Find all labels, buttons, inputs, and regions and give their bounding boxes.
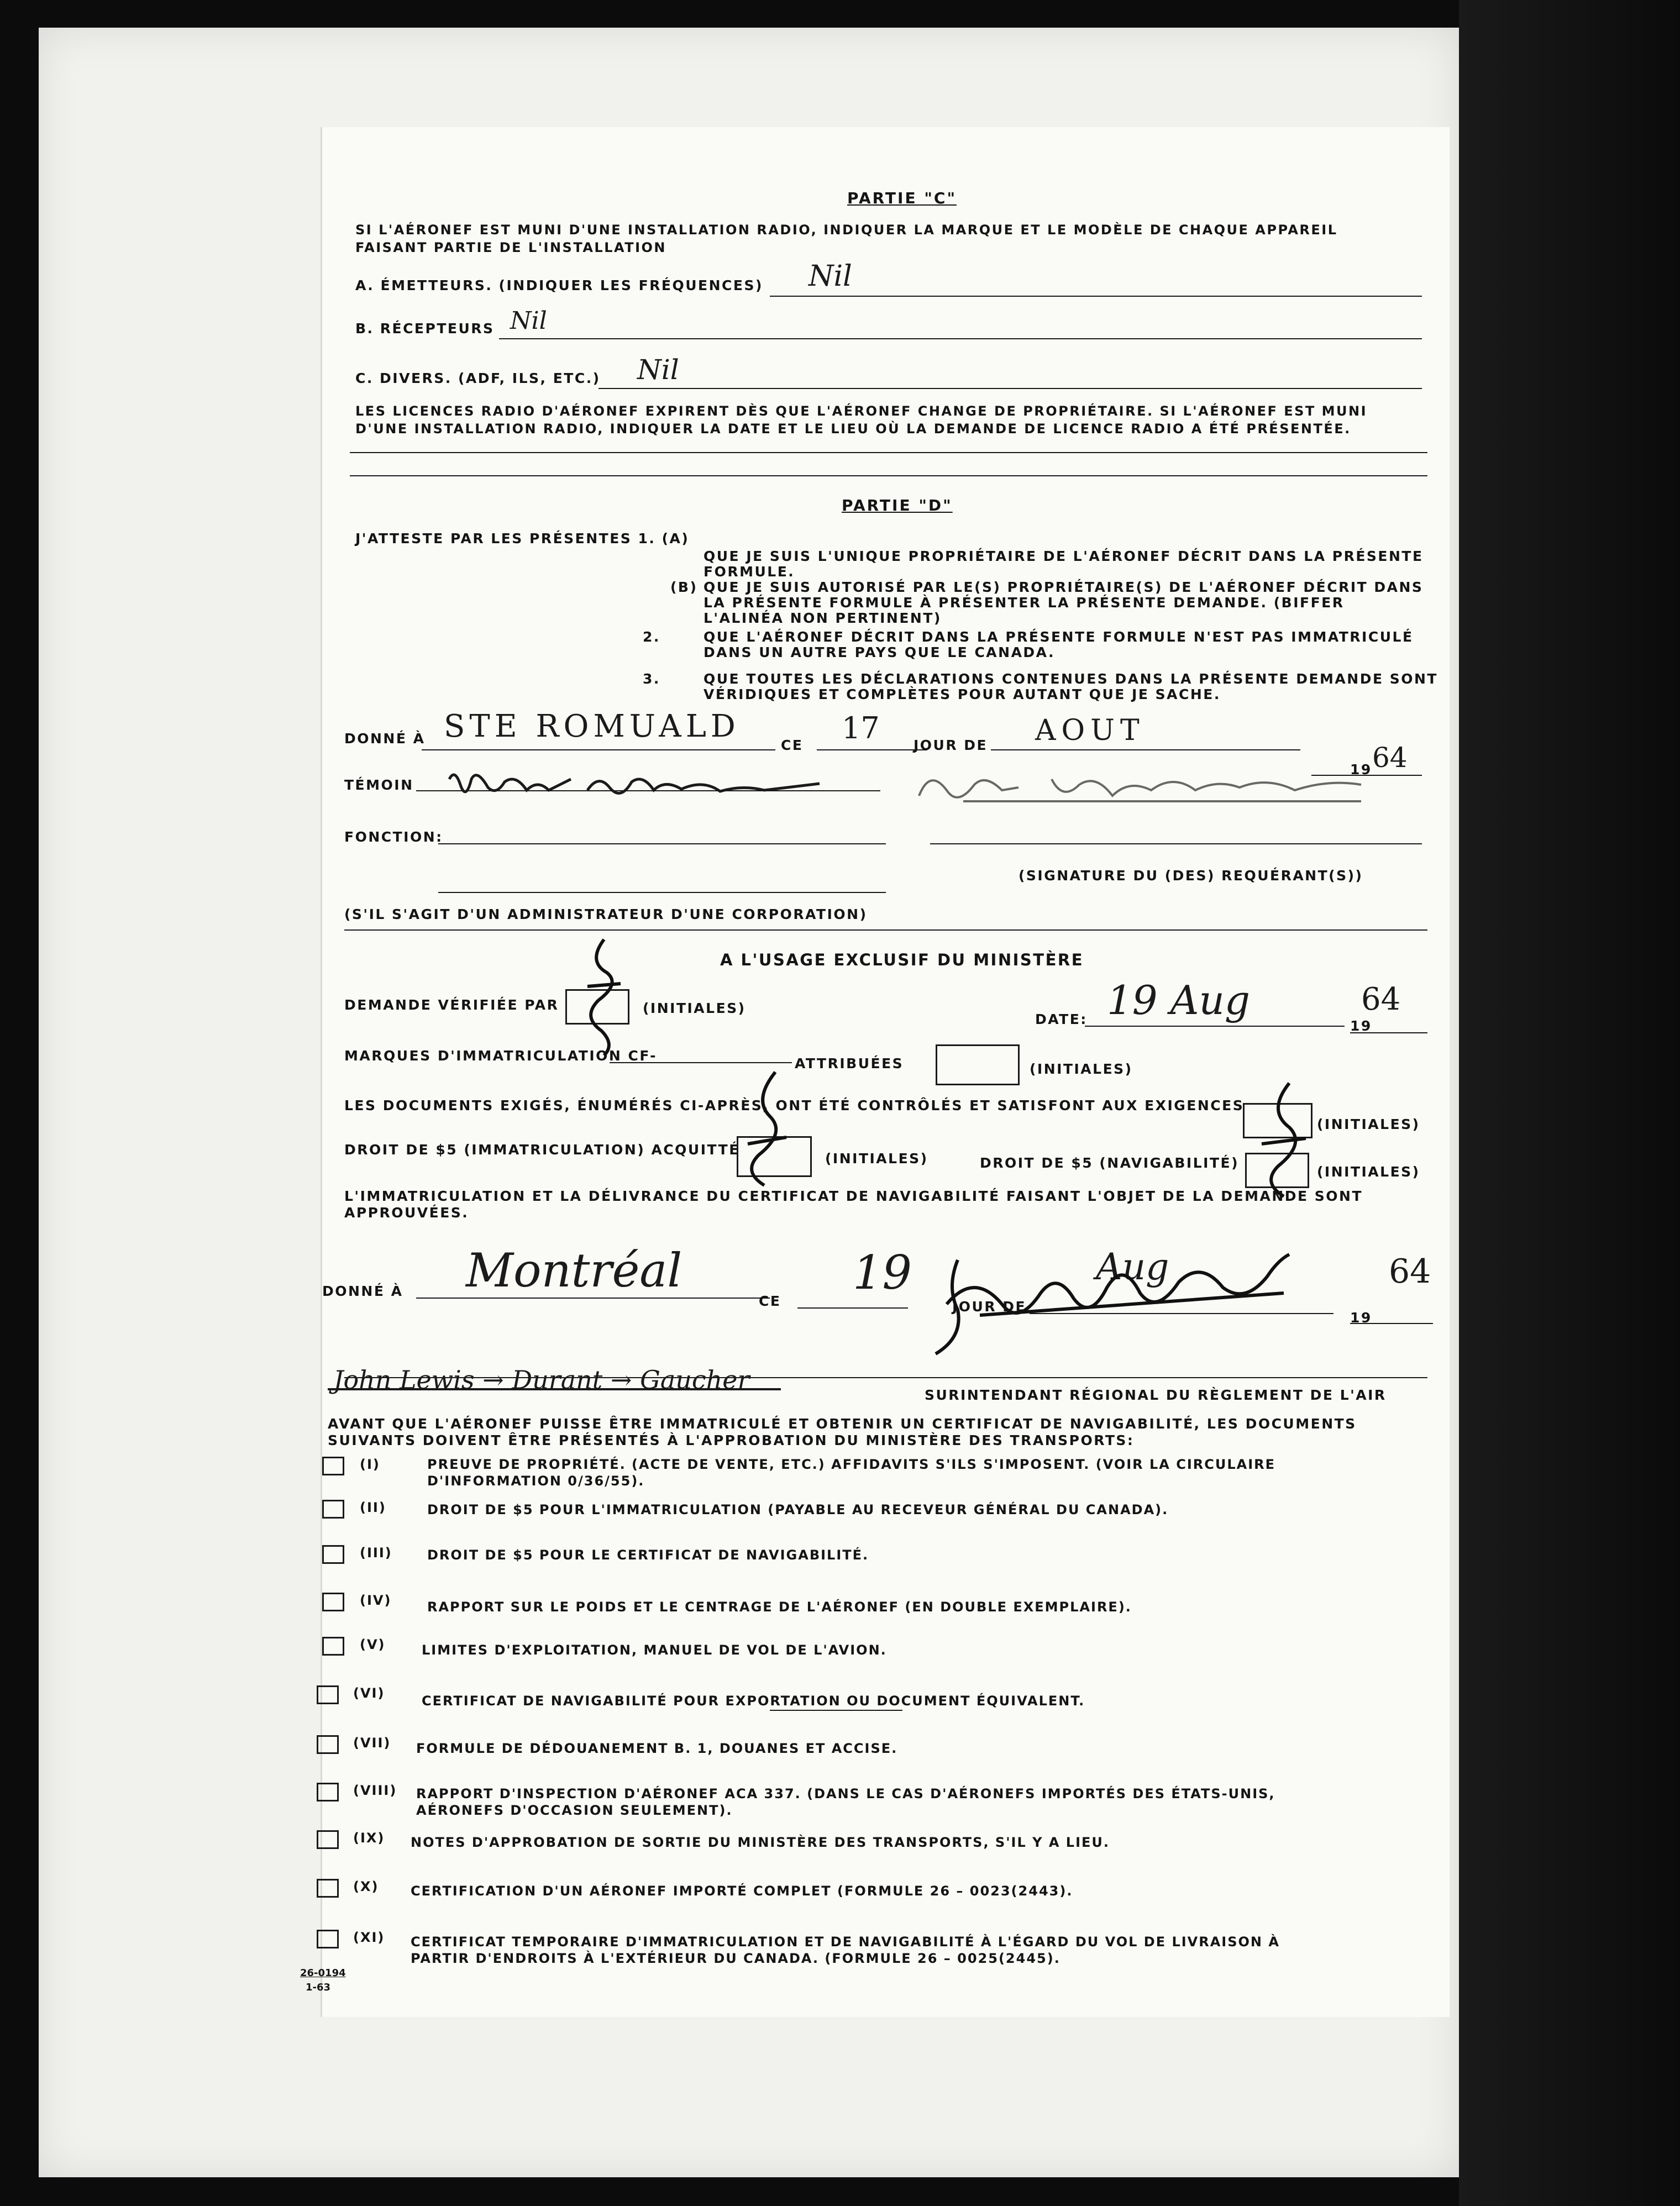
doc-num-1: (I) [360,1457,380,1472]
documents-initiales: (INITIALES) [1317,1116,1420,1132]
ce2-label: CE [759,1293,781,1309]
droit-immat-initiales: (INITIALES) [825,1151,928,1167]
item-1b-marker: (B) [670,579,698,595]
date-year[interactable]: 64 [1361,981,1401,1017]
marques-label: MARQUES D'IMMATRICULATION CF- [344,1048,658,1064]
marques-initiales: (INITIALES) [1030,1061,1133,1077]
jour-line [991,749,1300,750]
partie-c-title: PARTIE "C" [847,189,957,207]
item-1b-line3: L'ALINÉA NON PERTINENT) [704,610,942,626]
fonction-line-2 [438,892,886,893]
doc-num-10: (X) [353,1879,379,1894]
licence-note-2: D'UNE INSTALLATION RADIO, INDIQUER LA DATE ET LE LIEU OÙ LA DEMANDE DE LICENCE RADIO A ÉTÉ PRÉSENTÉE. [355,421,1351,437]
partie-d-title: PARTIE "D" [842,496,953,514]
partie-d-end-line [344,929,1427,931]
doc-text-4: RAPPORT SUR LE POIDS ET LE CENTRAGE DE L'AÉRONEF (EN DOUBLE EXEMPLAIRE). [427,1599,1132,1615]
initials-mark-2 [731,1067,797,1199]
date-value[interactable]: 19 Aug [1107,977,1250,1023]
doc-checkbox-1[interactable] [322,1457,344,1475]
doc-num-7: (VII) [353,1735,391,1751]
documents-intro-1: AVANT QUE L'AÉRONEF PUISSE ÊTRE IMMATRICULÉ ET OBTENIR UN CERTIFICAT DE NAVIGABILITÉ, LES DOCUMENTS [328,1416,1357,1432]
donne-line [422,749,775,750]
year-prefix: 19 [1350,761,1372,778]
jour-value[interactable]: AOUT [1035,714,1145,747]
item-1a-line1: QUE JE SUIS L'UNIQUE PROPRIÉTAIRE DE L'AÉRONEF DÉCRIT DANS LA PRÉSENTE [704,548,1424,564]
recepteurs-label: B. RÉCEPTEURS [355,321,495,337]
date-year-prefix: 19 [1350,1018,1372,1034]
doc-text-9: NOTES D'APPROBATION DE SORTIE DU MINISTÈRE DES TRANSPORTS, S'IL Y A LIEU. [411,1835,1110,1850]
marques-line [610,1062,792,1063]
donne-label: DONNÉ À [344,731,426,747]
doc-checkbox-11[interactable] [317,1930,339,1948]
year-value[interactable]: 64 [1372,742,1408,774]
ce2-value[interactable]: 19 [853,1246,912,1300]
item-1b-line1: QUE JE SUIS AUTORISÉ PAR LE(S) PROPRIÉTAIRE(S) DE L'AÉRONEF DÉCRIT DANS [704,579,1424,595]
temoin-label: TÉMOIN [344,777,414,793]
scan-edge [1459,0,1680,2206]
applicant-signature [908,757,1405,818]
doc-num-2: (II) [360,1500,386,1515]
item-2-line2: DANS UN AUTRE PAYS QUE LE CANADA. [704,644,1055,660]
doc-checkbox-8[interactable] [317,1783,339,1801]
surintendant-signature [925,1238,1300,1365]
donne2-line [416,1298,770,1299]
item-3-line2: VÉRIDIQUES ET COMPLÈTES POUR AUTANT QUE JE SACHE. [704,686,1221,702]
droit-navig-initiales: (INITIALES) [1317,1164,1420,1180]
documents-controle-label: LES DOCUMENTS EXIGÉS, ÉNUMÉRÉS CI-APRÈS, ONT ÉTÉ CONTRÔLÉS ET SATISFONT AUX EXIGENCES [344,1097,1245,1113]
doc-checkbox-2[interactable] [322,1500,344,1519]
fonction-line [438,843,886,844]
droit-navig-label: DROIT DE $5 (NAVIGABILITÉ) [980,1155,1240,1171]
approval-line-2: APPROUVÉES. [344,1205,469,1221]
doc-checkbox-6[interactable] [317,1685,339,1704]
jour2-value[interactable]: Aug [1096,1246,1169,1288]
recepteurs-value[interactable]: Nil [510,307,547,335]
recepteurs-line [499,338,1422,339]
item-1b-line2: LA PRÉSENTE FORMULE À PRÉSENTER LA PRÉSENTE DEMANDE. (BIFFER [704,595,1345,611]
licence-line-2 [350,475,1427,476]
ce2-line [797,1307,908,1309]
doc-text-1b: D'INFORMATION 0/36/55). [427,1473,645,1489]
ce-line [817,749,927,750]
doc-text-10: CERTIFICATION D'UN AÉRONEF IMPORTÉ COMPLET (FORMULE 26 – 0023(2443). [411,1883,1073,1899]
doc-num-3: (III) [360,1545,392,1561]
item-3-line1: QUE TOUTES LES DÉCLARATIONS CONTENUES DANS LA PRÉSENTE DEMANDE SONT [704,671,1438,687]
initials-mark-1 [576,934,626,1061]
doc-num-9: (IX) [353,1830,385,1846]
doc-text-6: CERTIFICAT DE NAVIGABILITÉ POUR EXPORTATION OU DOCUMENT ÉQUIVALENT. [422,1693,1085,1709]
licence-note-1: LES LICENCES RADIO D'AÉRONEF EXPIRENT DÈS QUE L'AÉRONEF CHANGE DE PROPRIÉTAIRE. SI L'AÉRONEF EST MUNI [355,403,1368,419]
doc-text-3: DROIT DE $5 POUR LE CERTIFICAT DE NAVIGABILITÉ. [427,1547,869,1563]
doc-checkbox-5[interactable] [322,1637,344,1656]
handwritten-note: John Lewis → Durant → Gaucher [333,1365,750,1395]
year2-line [1350,1323,1433,1324]
marques-initials-box[interactable] [936,1044,1020,1085]
item-2-marker: 2. [643,629,660,645]
doc-text-8a: RAPPORT D'INSPECTION D'AÉRONEF ACA 337. (DANS LE CAS D'AÉRONEFS IMPORTÉS DES ÉTATS-UNIS, [416,1786,1275,1801]
date-label: DATE: [1035,1011,1088,1027]
donne2-value[interactable]: Montréal [466,1243,683,1298]
item-2-line1: QUE L'AÉRONEF DÉCRIT DANS LA PRÉSENTE FORMULE N'EST PAS IMMATRICULÉ [704,629,1414,645]
emetteurs-value[interactable]: Nil [809,260,852,293]
doc-checkbox-3[interactable] [322,1545,344,1564]
doc-text-2: DROIT DE $5 POUR L'IMMATRICULATION (PAYABLE AU RECEVEUR GÉNÉRAL DU CANADA). [427,1502,1169,1517]
year2-value[interactable]: 64 [1389,1252,1431,1291]
doc-checkbox-9[interactable] [317,1830,339,1849]
demande-initiales: (INITIALES) [643,1000,746,1016]
emetteurs-line [770,296,1422,297]
date-line [1085,1026,1345,1027]
attest-intro: J'ATTESTE PAR LES PRÉSENTES 1. (A) [355,531,690,547]
doc-checkbox-10[interactable] [317,1879,339,1898]
surintendant-label: SURINTENDANT RÉGIONAL DU RÈGLEMENT DE L'AIR [925,1387,1387,1403]
attribuees-label: ATTRIBUÉES [795,1055,904,1072]
signature-line [930,843,1422,844]
divers-line [599,388,1422,389]
fonction-label: FONCTION: [344,829,443,845]
documents-intro-2: SUIVANTS DOIVENT ÊTRE PRÉSENTÉS À L'APPROBATION DU MINISTÈRE DES TRANSPORTS: [328,1432,1135,1448]
doc-num-11: (XI) [353,1930,385,1945]
divers-label: C. DIVERS. (ADF, ILS, ETC.) [355,370,601,386]
handwritten-strike [328,1388,781,1390]
date-year-line [1350,1032,1427,1033]
demande-label: DEMANDE VÉRIFIÉE PAR [344,997,559,1013]
doc-num-4: (IV) [360,1593,392,1608]
doc-num-8: (VIII) [353,1783,397,1798]
emetteurs-label: A. ÉMETTEURS. (INDIQUER LES FRÉQUENCES) [355,277,763,293]
doc-checkbox-4[interactable] [322,1593,344,1611]
licence-line-1 [350,452,1427,453]
exportation-underline [770,1710,902,1711]
doc-checkbox-7[interactable] [317,1735,339,1754]
witness-signature [444,757,853,812]
jour-label: JOUR DE [914,737,988,753]
doc-text-11b: PARTIR D'ENDROITS À L'EXTÉRIEUR DU CANADA. (FORMULE 26 – 0025(2445). [411,1951,1060,1966]
doc-text-7: FORMULE DE DÉDOUANEMENT B. 1, DOUANES ET ACCISE. [416,1741,898,1756]
partie-c-intro-2: FAISANT PARTIE DE L'INSTALLATION [355,240,667,255]
approval-line-1: L'IMMATRICULATION ET LA DÉLIVRANCE DU CERTIFICAT DE NAVIGABILITÉ FAISANT L'OBJET DE LA DEMANDE SONT [344,1188,1363,1204]
item-1a-line2: FORMULE. [704,564,795,580]
form-number: 26-0194 [300,1967,346,1979]
form-sheet [300,127,1450,2017]
doc-text-11a: CERTIFICAT TEMPORAIRE D'IMMATRICULATION ET DE NAVIGABILITÉ À L'ÉGARD DU VOL DE LIVRAISON À [411,1934,1280,1950]
doc-num-5: (V) [360,1637,386,1652]
donne-value[interactable]: STE ROMUALD [444,708,740,744]
donne2-label: DONNÉ À [322,1283,403,1299]
ce-label: CE [781,737,804,753]
divers-value[interactable]: Nil [637,354,679,386]
doc-text-1a: PREUVE DE PROPRIÉTÉ. (ACTE DE VENTE, ETC.) AFFIDAVITS S'ILS S'IMPOSENT. (VOIR LA CIRCULAIRE [427,1457,1275,1472]
form-date: 1-63 [306,1982,331,1993]
doc-text-8b: AÉRONEFS D'OCCASION SEULEMENT). [416,1803,733,1818]
doc-text-5: LIMITES D'EXPLOITATION, MANUEL DE VOL DE L'AVION. [422,1642,887,1658]
droit-immat-label: DROIT DE $5 (IMMATRICULATION) ACQUITTÉ [344,1142,740,1158]
ministere-title: A L'USAGE EXCLUSIF DU MINISTÈRE [720,950,1084,969]
doc-num-6: (VI) [353,1685,385,1701]
jour2-label: JOUR DE [952,1299,1027,1315]
item-3-marker: 3. [643,671,660,687]
corporation-label: (S'IL S'AGIT D'UN ADMINISTRATEUR D'UNE CORPORATION) [344,906,868,922]
initials-mark-3 [1251,1078,1317,1205]
ce-value[interactable]: 17 [842,711,880,745]
partie-c-intro-1: SI L'AÉRONEF EST MUNI D'UNE INSTALLATION RADIO, INDIQUER LA MARQUE ET LE MODÈLE DE CHAQUE APPAREIL [355,222,1338,238]
year2-prefix: 19 [1350,1310,1372,1326]
signature-label: (SIGNATURE DU (DES) REQUÉRANT(S)) [1019,868,1363,884]
